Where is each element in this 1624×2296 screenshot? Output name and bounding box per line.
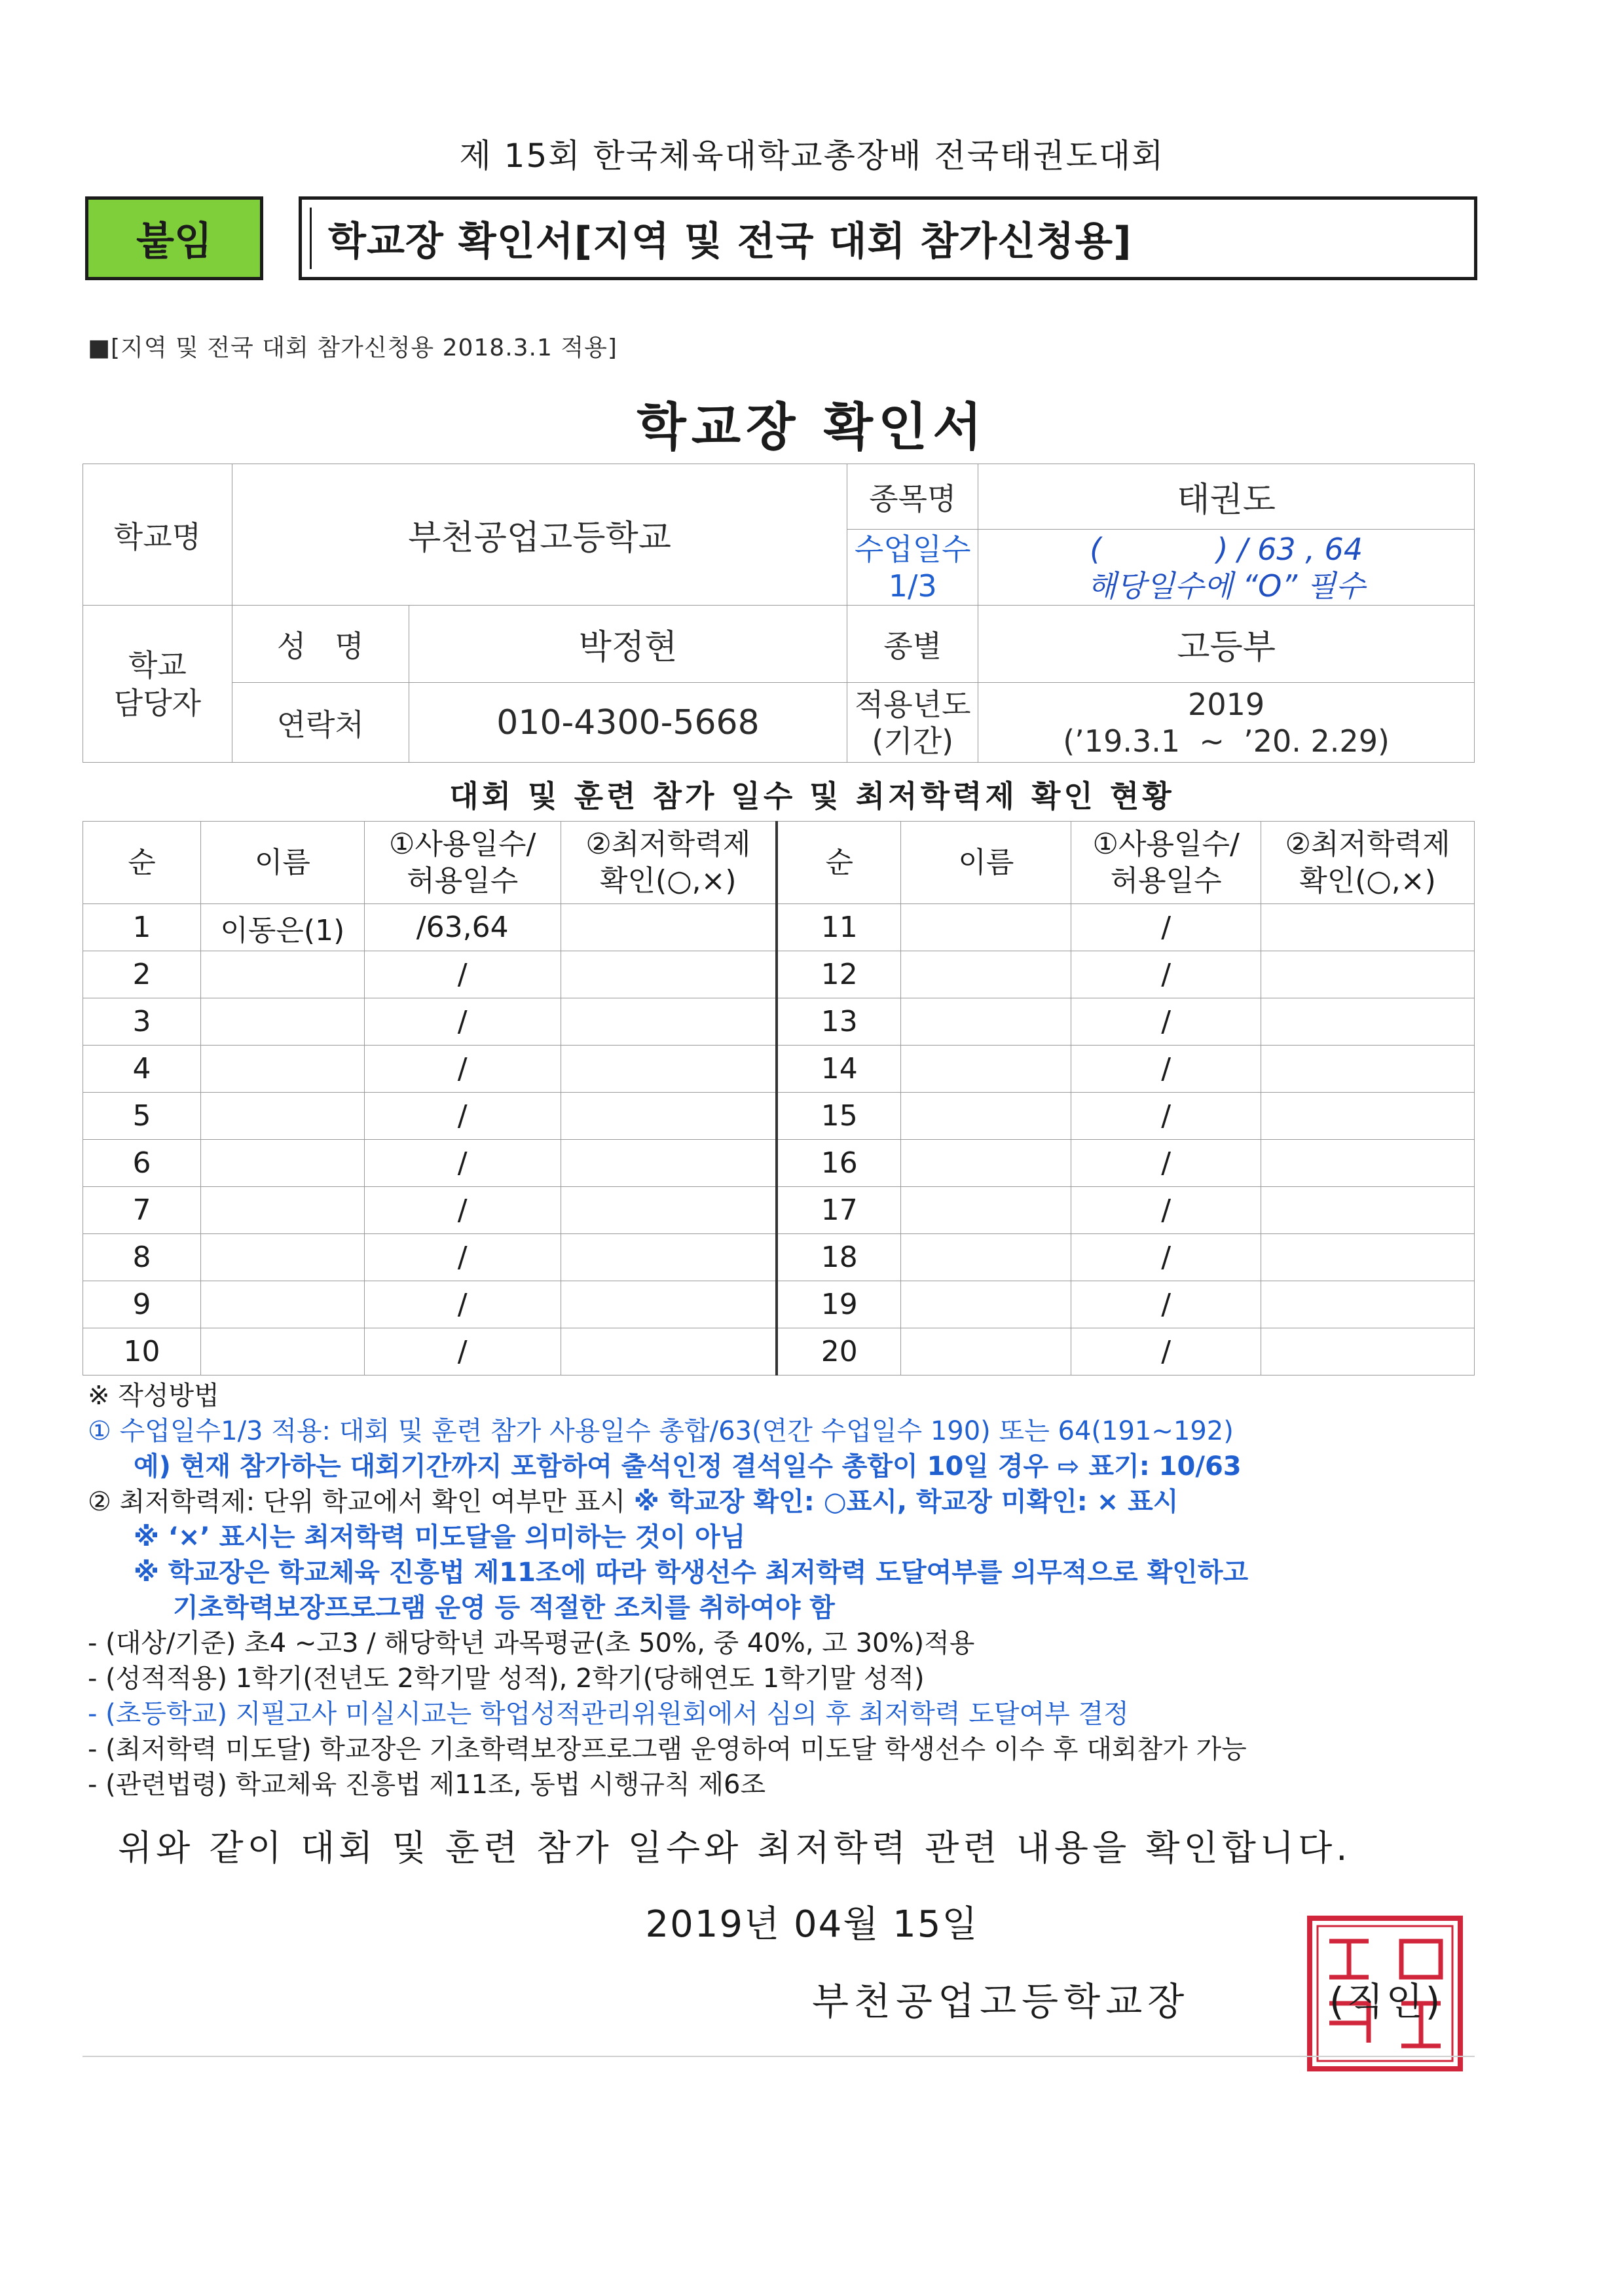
year-label-text: 적용년도 bbox=[854, 686, 971, 722]
note-4a: ※ 학교장은 학교체육 진흥법 제11조에 따라 학생선수 최저학력 도달여부를 의무적으로 확인하고 bbox=[134, 1558, 1249, 1588]
roster-left-no: 10 bbox=[83, 1328, 201, 1376]
document-title: 학교장 확인서 bbox=[637, 398, 987, 457]
contact-label: 연락처 bbox=[232, 683, 409, 763]
school-name: 부천공업고등학교 bbox=[232, 464, 847, 606]
school-label: 학교명 bbox=[83, 464, 232, 606]
roster-left-min bbox=[561, 951, 777, 998]
roster-right-name bbox=[901, 951, 1071, 998]
notes-section bbox=[88, 1378, 1515, 1802]
roster-left-days: / bbox=[364, 1093, 561, 1140]
roster-right-days: / bbox=[1071, 1046, 1261, 1093]
note-1a: ① 수업일수1/3 적용: 대회 및 훈련 참가 사용일수 총합/63(연간 수업일수 190) 또는 64(191~192) bbox=[88, 1416, 1234, 1446]
note-5: - (대상/기준) 초4 ~고3 / 해당학년 과목평균(초 50%, 중 40%, 고 30%)적용 bbox=[88, 1628, 975, 1658]
note-7: - (초등학교) 지필고사 미실시교는 학업성적관리위원회에서 심의 후 최저학력 도달여부 결정 bbox=[88, 1699, 1129, 1729]
table-row bbox=[83, 1234, 1475, 1281]
header-inner-border bbox=[310, 208, 312, 269]
col-min-line1: ②최저학력제 bbox=[585, 827, 751, 861]
note-2b: ※ 학교장 확인: ○표시, 학교장 미확인: × 표시 bbox=[633, 1487, 1179, 1517]
roster-right-no: 11 bbox=[777, 904, 901, 951]
header-title-box bbox=[299, 196, 1477, 280]
seal-label: (직인) bbox=[1329, 1979, 1443, 2024]
attachment-badge: 붙임 bbox=[85, 196, 263, 280]
roster-right-name bbox=[901, 1046, 1071, 1093]
class-days-value: ( ) / 63 , 64 bbox=[1090, 531, 1363, 567]
roster-left-no: 2 bbox=[83, 951, 201, 998]
note-9: - (관련법령) 학교체육 진흥법 제11조, 동법 시행규칙 제6조 bbox=[88, 1770, 766, 1800]
roster-right-days: / bbox=[1071, 1093, 1261, 1140]
col-name-2: 이름 bbox=[901, 822, 1071, 904]
roster-right-min bbox=[1261, 1093, 1475, 1140]
period-label: (기간) bbox=[872, 723, 954, 759]
roster-left-no: 9 bbox=[83, 1281, 201, 1328]
table-row bbox=[83, 1187, 1475, 1234]
col-days-2-line1: ①사용일수/ bbox=[1092, 827, 1240, 861]
class-days-label bbox=[847, 530, 978, 606]
contact-value: 010-4300-5668 bbox=[409, 683, 847, 763]
event-label: 종목명 bbox=[847, 464, 978, 530]
class-days-note: 해당일수에 “O” 필수 bbox=[1087, 568, 1365, 604]
col-days-2 bbox=[1071, 822, 1261, 904]
roster-left-no: 3 bbox=[83, 998, 201, 1046]
col-no-2: 순 bbox=[777, 822, 901, 904]
roster-right-name bbox=[901, 1187, 1071, 1234]
col-min-2-line1: ②최저학력제 bbox=[1285, 827, 1450, 861]
roster-left-no: 6 bbox=[83, 1140, 201, 1187]
col-days bbox=[364, 822, 561, 904]
roster-right-days: / bbox=[1071, 1281, 1261, 1328]
year-label bbox=[847, 683, 978, 763]
roster-right-min bbox=[1261, 1046, 1475, 1093]
roster-left-days: / bbox=[364, 1281, 561, 1328]
roster-left-no: 8 bbox=[83, 1234, 201, 1281]
roster-left-name bbox=[200, 1281, 364, 1328]
roster-right-min bbox=[1261, 1187, 1475, 1234]
roster-left-name bbox=[200, 1140, 364, 1187]
info-table bbox=[83, 464, 1475, 763]
name-value: 박정현 bbox=[409, 606, 847, 683]
roster-right-no: 12 bbox=[777, 951, 901, 998]
table-row bbox=[83, 1328, 1475, 1376]
confirm-text: 위와 같이 대회 및 훈련 참가 일수와 최저학력 관련 내용을 확인합니다. bbox=[118, 1827, 1352, 1868]
table-row bbox=[83, 998, 1475, 1046]
division-value: 고등부 bbox=[978, 606, 1475, 683]
table-row bbox=[83, 904, 1475, 951]
note-3: ※ ‘×’ 표시는 최저학력 미도달을 의미하는 것이 아님 bbox=[134, 1522, 746, 1552]
note-2a: ② 최저학력제: 단위 학교에서 확인 여부만 표시 bbox=[88, 1487, 634, 1517]
note-6: - (성적적용) 1학기(전년도 2학기말 성적), 2학기(당해연도 1학기말 성적) bbox=[88, 1664, 925, 1694]
roster-left-name bbox=[200, 998, 364, 1046]
class-days-ratio: 1/3 bbox=[888, 568, 937, 604]
roster-left-no: 1 bbox=[83, 904, 201, 951]
table-row bbox=[83, 951, 1475, 998]
roster-right-name bbox=[901, 1234, 1071, 1281]
roster-left-name bbox=[200, 1046, 364, 1093]
roster-right-min bbox=[1261, 1234, 1475, 1281]
roster-right-days: / bbox=[1071, 998, 1261, 1046]
roster-right-days: / bbox=[1071, 1328, 1261, 1376]
notes-heading: ※ 작성방법 bbox=[88, 1381, 219, 1411]
roster-left-no: 7 bbox=[83, 1187, 201, 1234]
period-value: (’19.3.1 ~ ’20. 2.29) bbox=[1063, 723, 1390, 759]
roster-right-days: / bbox=[1071, 1140, 1261, 1187]
check-title: 대회 및 훈련 참가 일수 및 최저학력제 확인 현황 bbox=[449, 778, 1175, 814]
roster-left-name bbox=[200, 1187, 364, 1234]
roster-left-min bbox=[561, 904, 777, 951]
col-no: 순 bbox=[83, 822, 201, 904]
roster-left-days: / bbox=[364, 1234, 561, 1281]
roster-left-min bbox=[561, 1187, 777, 1234]
roster-left-days: / bbox=[364, 1140, 561, 1187]
roster-right-min bbox=[1261, 904, 1475, 951]
event-title: 제 15회 한국체육대학교총장배 전국태권도대회 bbox=[459, 137, 1165, 175]
roster-left-min bbox=[561, 1046, 777, 1093]
roster-right-no: 14 bbox=[777, 1046, 901, 1093]
roster-right-no: 15 bbox=[777, 1093, 901, 1140]
table-row bbox=[83, 1046, 1475, 1093]
roster-left-name: 이동은(1) bbox=[200, 904, 364, 951]
col-min-line2: 확인(○,×) bbox=[600, 864, 737, 898]
roster-right-min bbox=[1261, 1328, 1475, 1376]
roster-left-name bbox=[200, 1234, 364, 1281]
roster-right-days: / bbox=[1071, 904, 1261, 951]
roster-right-no: 13 bbox=[777, 998, 901, 1046]
roster-left-min bbox=[561, 998, 777, 1046]
roster-right-no: 19 bbox=[777, 1281, 901, 1328]
roster-left-name bbox=[200, 1328, 364, 1376]
roster-right-days: / bbox=[1071, 1187, 1261, 1234]
col-name: 이름 bbox=[200, 822, 364, 904]
roster-right-min bbox=[1261, 951, 1475, 998]
roster-left-min bbox=[561, 1093, 777, 1140]
roster-table bbox=[83, 821, 1475, 1376]
roster-right-name bbox=[901, 1140, 1071, 1187]
issue-date: 2019년 04월 15일 bbox=[645, 1903, 979, 1946]
roster-left-name bbox=[200, 1093, 364, 1140]
roster-left-days: / bbox=[364, 951, 561, 998]
roster-right-min bbox=[1261, 1140, 1475, 1187]
roster-left-name bbox=[200, 951, 364, 998]
apply-note: ■[지역 및 전국 대회 참가신청용 2018.3.1 적용] bbox=[88, 335, 618, 361]
roster-right-name bbox=[901, 1281, 1071, 1328]
bottom-divider bbox=[83, 2056, 1475, 2057]
roster-left-days: / bbox=[364, 1328, 561, 1376]
roster-right-name bbox=[901, 998, 1071, 1046]
class-days-cell bbox=[978, 530, 1475, 606]
roster-left-days: /63,64 bbox=[364, 904, 561, 951]
manager-label: 학교 담당자 bbox=[83, 606, 232, 763]
col-days-line2: 허용일수 bbox=[407, 864, 519, 898]
col-min bbox=[561, 822, 777, 904]
note-2 bbox=[88, 1484, 1515, 1520]
col-min-2 bbox=[1261, 822, 1475, 904]
year-value: 2019 bbox=[1188, 686, 1265, 722]
roster-left-min bbox=[561, 1140, 777, 1187]
roster-right-name bbox=[901, 904, 1071, 951]
roster-right-no: 20 bbox=[777, 1328, 901, 1376]
roster-left-no: 5 bbox=[83, 1093, 201, 1140]
roster-left-days: / bbox=[364, 998, 561, 1046]
roster-right-min bbox=[1261, 1281, 1475, 1328]
table-row bbox=[83, 1140, 1475, 1187]
roster-left-days: / bbox=[364, 1187, 561, 1234]
col-days-2-line2: 허용일수 bbox=[1110, 864, 1222, 898]
roster-right-min bbox=[1261, 998, 1475, 1046]
roster-left-min bbox=[561, 1328, 777, 1376]
roster-left-min bbox=[561, 1281, 777, 1328]
table-row bbox=[83, 1281, 1475, 1328]
year-value-cell bbox=[978, 683, 1475, 763]
principal-name: 부천공업고등학교장 bbox=[812, 1979, 1190, 2024]
col-min-2-line2: 확인(○,×) bbox=[1299, 864, 1436, 898]
note-4b: 기초학력보장프로그램 운영 등 적절한 조치를 취하여야 함 bbox=[173, 1593, 835, 1623]
table-row bbox=[83, 1093, 1475, 1140]
roster-left-min bbox=[561, 1234, 777, 1281]
roster-left-days: / bbox=[364, 1046, 561, 1093]
roster-right-days: / bbox=[1071, 1234, 1261, 1281]
class-days-label-text: 수업일수 bbox=[854, 531, 971, 567]
roster-right-name bbox=[901, 1093, 1071, 1140]
division-label: 종별 bbox=[847, 606, 978, 683]
col-days-line1: ①사용일수/ bbox=[389, 827, 536, 861]
name-label: 성 명 bbox=[232, 606, 409, 683]
note-8: - (최저학력 미도달) 학교장은 기초학력보장프로그램 운영하여 미도달 학생선수 이수 후 대회참가 가능 bbox=[88, 1734, 1247, 1764]
note-1b: 예) 현재 참가하는 대회기간까지 포함하여 출석인정 결석일수 총합이 10일 경우 ⇨ 표기: 10/63 bbox=[134, 1451, 1242, 1482]
header-title: 학교장 확인서[지역 및 전국 대회 참가신청용] bbox=[328, 219, 1132, 264]
roster-right-name bbox=[901, 1328, 1071, 1376]
roster-right-no: 18 bbox=[777, 1234, 901, 1281]
roster-left-no: 4 bbox=[83, 1046, 201, 1093]
roster-right-no: 16 bbox=[777, 1140, 901, 1187]
event-value: 태권도 bbox=[978, 464, 1475, 530]
roster-right-no: 17 bbox=[777, 1187, 901, 1234]
roster-right-days: / bbox=[1071, 951, 1261, 998]
